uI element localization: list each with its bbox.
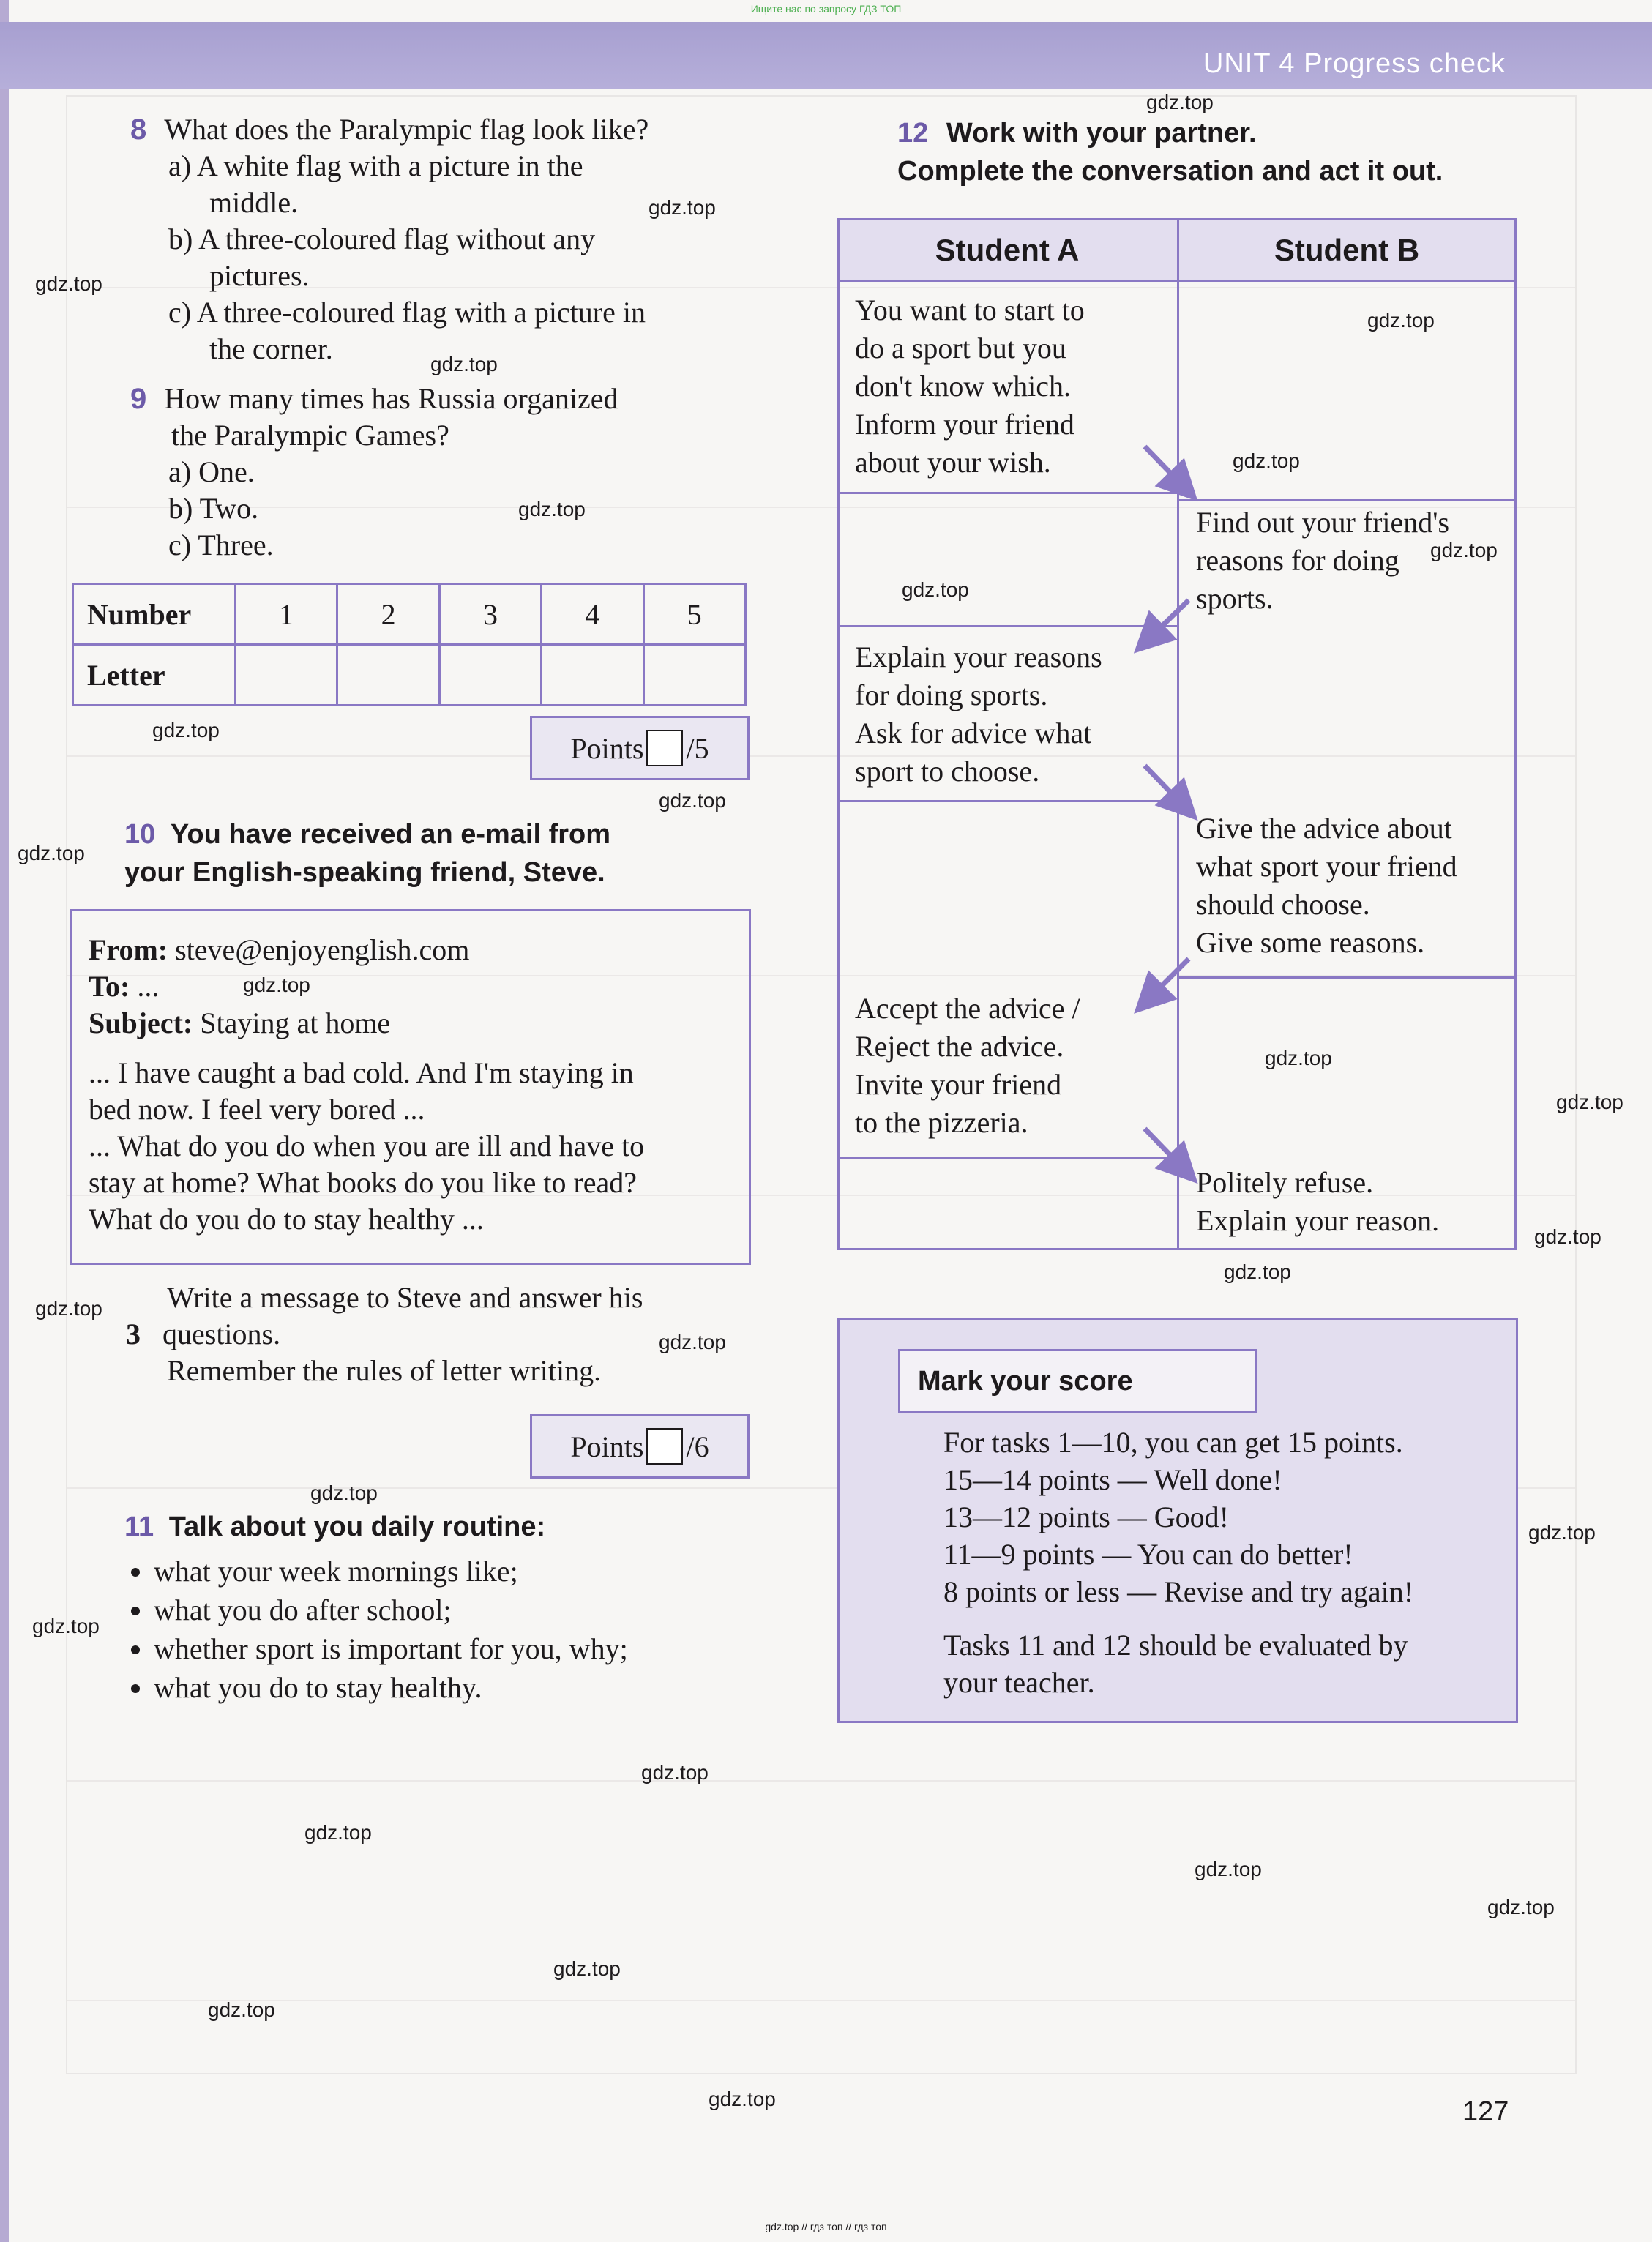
email-body-line: stay at home? What books do you like to read? [89,1166,638,1199]
watermark: gdz.top [208,1998,275,2021]
arrow-b1-a2 [1145,600,1189,643]
watermark: gdz.top [152,719,220,741]
watermark: gdz.top [32,1615,100,1637]
letter-cell[interactable] [337,645,439,706]
watermark: gdz.top [709,2088,776,2110]
watermark: gdz.top [1487,1896,1555,1918]
dialogue-arrows [837,218,1517,1250]
bullet-item: • what your week mornings like; [154,1552,783,1591]
watermark: gdz.top [641,1761,709,1784]
question-number: 8 [130,113,147,146]
page-number: 127 [1462,2096,1509,2127]
row-label-number: Number [73,584,236,645]
column-header-a: Student A [935,233,1080,267]
question-number: 9 [130,383,147,415]
score-line: For tasks 1—10, you can get 15 points. [943,1426,1403,1459]
question-count: 3 [126,1318,141,1350]
email-body-line: ... I have caught a bad cold. And I'm staying in [89,1056,634,1089]
top-note: Ищите нас по запросу ГДЗ ТОП [750,3,902,15]
student-b-step-2: Give the advice about what sport your friend should choose. Give some reasons. [1196,812,1457,959]
watermark: gdz.top [659,789,726,812]
arrow-b2-a3 [1145,959,1189,1003]
footer-note: gdz.top // гдз топ // гдз топ [765,2221,887,2232]
unit-title: UNIT 4 Progress check [1203,48,1506,79]
watermark: gdz.top [1430,539,1498,561]
student-a-step-2: Explain your reasons for doing sports. Ask for advice what sport to choose. [855,640,1102,788]
watermark: gdz.top [1534,1225,1601,1248]
email-body-line: bed now. I feel very bored ... [89,1093,425,1126]
score-line: 15—14 points — Well done! [943,1463,1282,1496]
watermark: gdz.top [18,842,85,864]
bullet-item: • what you do after school; [154,1591,783,1629]
email-from: From: steve@enjoyenglish.com [89,933,470,966]
option-a: a) One. [168,455,255,488]
email-subject: Subject: Staying at home [89,1006,391,1039]
watermark: gdz.top [1528,1521,1596,1544]
number-cell: 5 [643,584,745,645]
watermark: gdz.top [243,974,310,996]
watermark: gdz.top [310,1481,378,1504]
question-11: 11 Talk about you daily routine: • what your week mornings like; • what you do after school; • whether sport is important for you, why; • what you do to stay healthy. [124,1508,783,1707]
student-b-step-3: Politely refuse. Explain your reason. [1196,1166,1440,1237]
email-to: To: ... [89,970,160,1003]
score-note: your teacher. [943,1666,1095,1699]
row-label-letter: Letter [73,645,236,706]
number-cell: 4 [542,584,643,645]
watermark: gdz.top [902,578,969,601]
number-cell: 2 [337,584,439,645]
option-b: b) A three-coloured flag without any pictures. [168,223,596,292]
page-edge [0,0,9,2242]
watermark: gdz.top [659,1331,726,1353]
question-9: 9 How many times has Russia organized the Paralympic Games? a) One. b) Two. c) Three. [130,381,767,564]
dialogue-table [837,218,1517,1250]
score-title: Mark your score [898,1349,1257,1413]
watermark: gdz.top [649,196,716,219]
watermark: gdz.top [35,272,102,295]
email-body-line: ... What do you do when you are ill and have to [89,1129,645,1162]
points-box-1: Points /5 [530,716,750,780]
points-input[interactable] [646,1428,683,1465]
score-box [837,1318,1518,1723]
question-text: What does the Paralympic flag look like? [164,113,649,146]
student-a-step-3: Accept the advice / Reject the advice. Invite your friend to the pizzeria. [855,992,1080,1139]
arrow-a1-b1 [1145,446,1187,490]
arrow-a2-b2 [1145,766,1187,810]
watermark: gdz.top [1195,1858,1262,1880]
watermark: gdz.top [1233,449,1300,472]
score-line: 11—9 points — You can do better! [943,1538,1353,1571]
score-note: Tasks 11 and 12 should be evaluated by [943,1629,1408,1662]
email-body-line: What do you do to stay healthy ... [89,1203,484,1236]
question-10: 10 You have received an e-mail from your English-speaking friend, Steve. [124,819,611,888]
letter-cell[interactable] [236,645,337,706]
option-c: c) Three. [168,528,274,561]
watermark: gdz.top [518,498,586,520]
student-a-step-1: You want to start to do a sport but you don't know which. Inform your friend about your wish. [855,294,1085,479]
bullet-item: • what you do to stay healthy. [154,1668,783,1707]
option-b: b) Two. [168,492,259,525]
score-line: 8 points or less — Revise and try again! [943,1575,1414,1608]
letter-cell[interactable] [542,645,643,706]
watermark: gdz.top [1556,1091,1623,1113]
arrow-a3-b3 [1145,1129,1187,1173]
option-a: a) A white flag with a picture in the middle. [168,149,583,219]
watermark: gdz.top [35,1297,102,1320]
question-number: 11 [124,1512,154,1542]
watermark: gdz.top [430,353,498,375]
watermark: gdz.top [1265,1047,1332,1069]
watermark: gdz.top [1224,1260,1291,1283]
watermark: gdz.top [1146,91,1214,113]
letter-cell[interactable] [439,645,541,706]
number-cell: 1 [236,584,337,645]
answer-table [72,583,747,706]
column-header-b: Student B [1274,233,1420,267]
watermark: gdz.top [553,1957,621,1980]
watermark: gdz.top [304,1821,372,1844]
watermark: gdz.top [1367,309,1435,332]
question-number: 10 [124,819,156,850]
score-lines [943,1424,1514,1701]
question-8 [130,111,767,367]
score-line: 13—12 points — Good! [943,1501,1229,1533]
letter-cell[interactable] [643,645,745,706]
student-b-step-1: Find out your friend's reasons for doing sports. [1196,506,1450,615]
points-box-2: Points /6 [530,1414,750,1479]
bullet-item: • whether sport is important for you, why; [154,1629,783,1668]
points-input[interactable] [646,730,683,766]
write-task: Write a message to Steve and answer his 3 questions. Remember the rules of letter writing. [126,1281,643,1387]
email-box [70,909,751,1265]
question-number: 12 [897,118,929,149]
header-band [0,22,1652,89]
question-12: 12 Work with your partner. Complete the conversation and act it out. [897,118,1443,187]
option-c: c) A three-coloured flag with a picture in the corner. [168,296,646,365]
number-cell: 3 [439,584,541,645]
